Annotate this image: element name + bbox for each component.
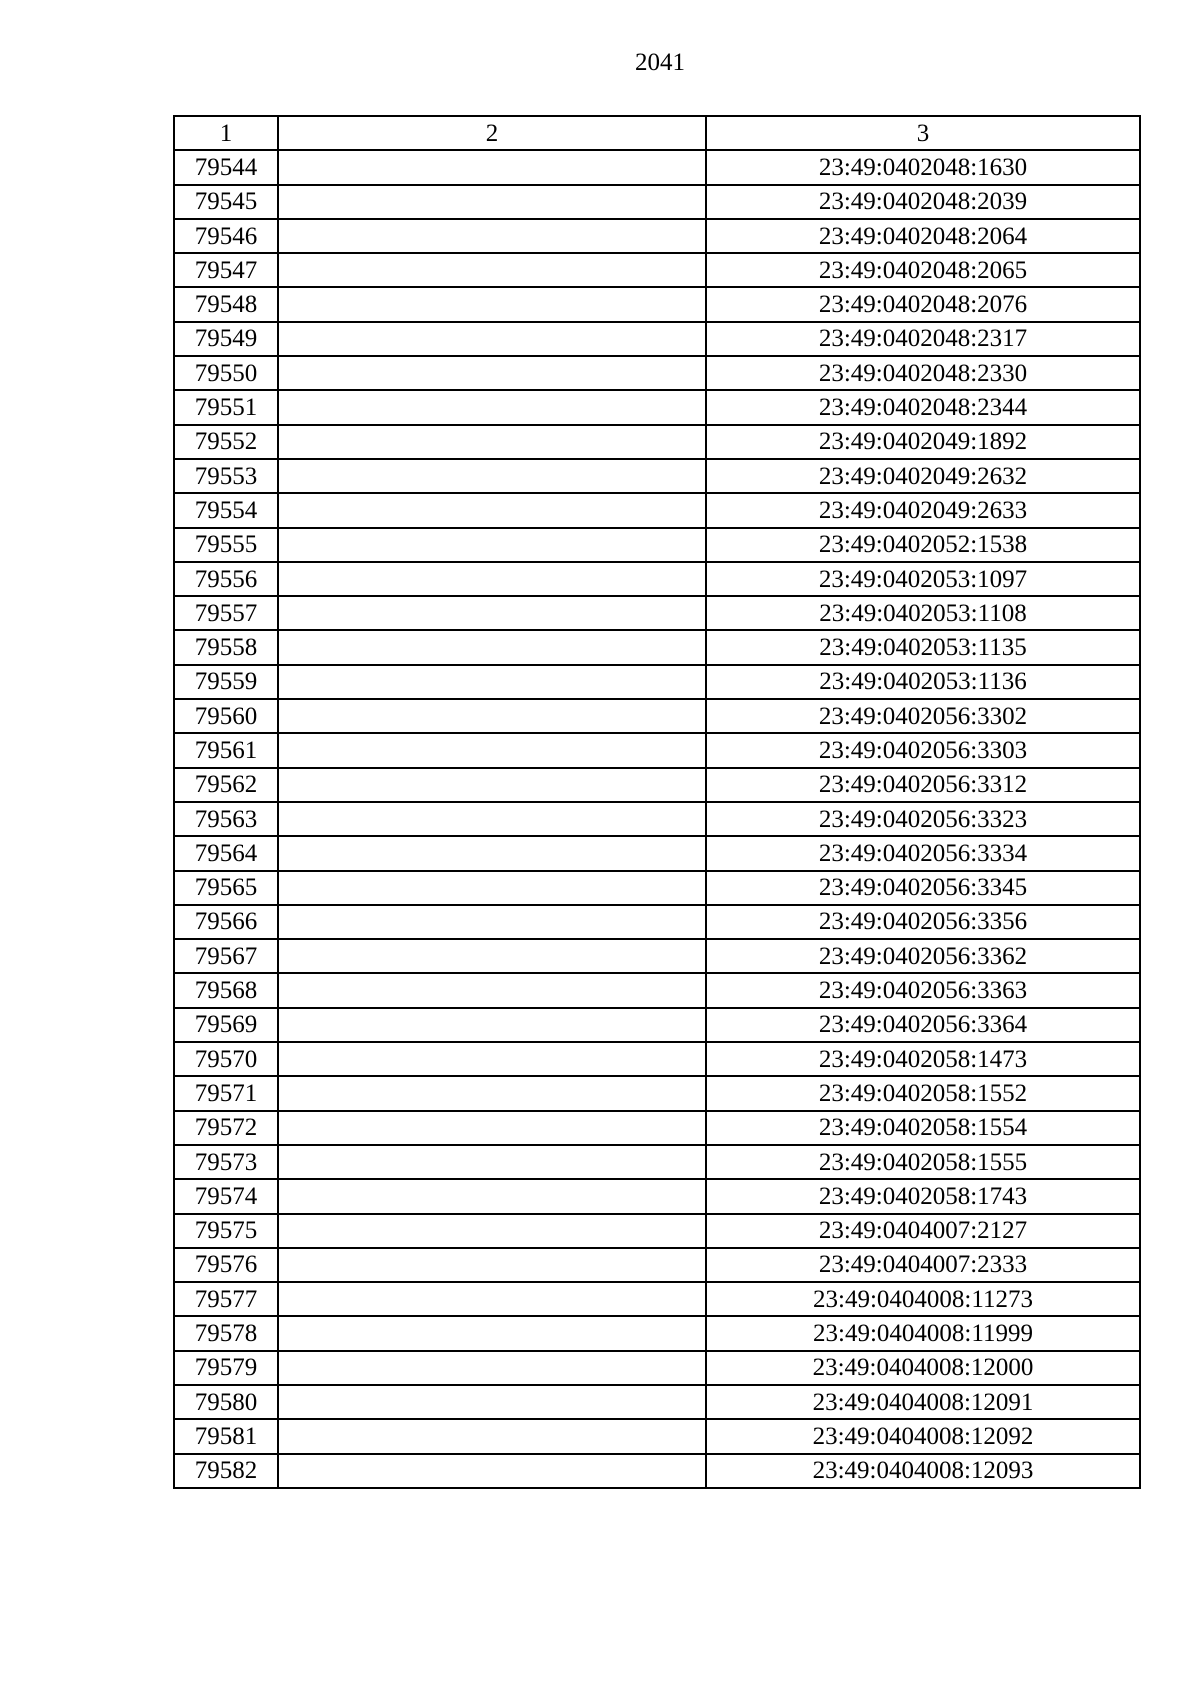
table-cell-column-3: 23:49:0402049:1892 bbox=[706, 425, 1140, 459]
table-cell-column-3: 23:49:0402056:3356 bbox=[706, 905, 1140, 939]
table-cell-column-2 bbox=[278, 253, 706, 287]
table-row bbox=[174, 150, 1140, 184]
table-cell-column-2 bbox=[278, 871, 706, 905]
table-cell-column-1: 79578 bbox=[174, 1316, 278, 1350]
table-cell-column-2 bbox=[278, 150, 706, 184]
table-row bbox=[174, 356, 1140, 390]
table-row bbox=[174, 390, 1140, 424]
table-cell-column-2 bbox=[278, 322, 706, 356]
table-cell-column-3: 23:49:0402056:3364 bbox=[706, 1008, 1140, 1042]
table-row bbox=[174, 905, 1140, 939]
table-row bbox=[174, 973, 1140, 1007]
table-cell-column-2 bbox=[278, 1214, 706, 1248]
table-cell-column-3: 23:49:0402056:3323 bbox=[706, 802, 1140, 836]
table-cell-column-3: 23:49:0402052:1538 bbox=[706, 528, 1140, 562]
table-cell-column-2 bbox=[278, 1076, 706, 1110]
table-cell-column-3: 23:49:0402049:2632 bbox=[706, 459, 1140, 493]
table-cell-column-2 bbox=[278, 1351, 706, 1385]
table-cell-column-3: 23:49:0404008:11999 bbox=[706, 1316, 1140, 1350]
table-cell-column-1: 79565 bbox=[174, 871, 278, 905]
table-cell-column-2 bbox=[278, 802, 706, 836]
header-cell-column-2: 2 bbox=[278, 116, 706, 150]
table-cell-column-2 bbox=[278, 1145, 706, 1179]
table-row bbox=[174, 219, 1140, 253]
header-row bbox=[174, 116, 1140, 150]
table-cell-column-2 bbox=[278, 1111, 706, 1145]
table-row bbox=[174, 528, 1140, 562]
table-row bbox=[174, 253, 1140, 287]
table-cell-column-2 bbox=[278, 528, 706, 562]
table-cell-column-3: 23:49:0402049:2633 bbox=[706, 493, 1140, 527]
table-row bbox=[174, 1316, 1140, 1350]
table-cell-column-3: 23:49:0402056:3362 bbox=[706, 939, 1140, 973]
table-cell-column-3: 23:49:0402053:1135 bbox=[706, 630, 1140, 664]
registry-table bbox=[173, 115, 1141, 1489]
table-cell-column-1: 79582 bbox=[174, 1454, 278, 1488]
table-cell-column-1: 79548 bbox=[174, 287, 278, 321]
table-cell-column-2 bbox=[278, 356, 706, 390]
table-cell-column-2 bbox=[278, 1179, 706, 1213]
table-cell-column-3: 23:49:0402056:3363 bbox=[706, 973, 1140, 1007]
table-cell-column-2 bbox=[278, 185, 706, 219]
table-row bbox=[174, 1248, 1140, 1282]
table-cell-column-3: 23:49:0402048:2344 bbox=[706, 390, 1140, 424]
table-cell-column-2 bbox=[278, 733, 706, 767]
table-cell-column-1: 79545 bbox=[174, 185, 278, 219]
table-cell-column-3: 23:49:0402056:3345 bbox=[706, 871, 1140, 905]
table-cell-column-2 bbox=[278, 1316, 706, 1350]
table-row bbox=[174, 1214, 1140, 1248]
table-row bbox=[174, 768, 1140, 802]
table-cell-column-3: 23:49:0404007:2333 bbox=[706, 1248, 1140, 1282]
table-cell-column-2 bbox=[278, 1248, 706, 1282]
table-cell-column-2 bbox=[278, 425, 706, 459]
table-row bbox=[174, 630, 1140, 664]
table-row bbox=[174, 1145, 1140, 1179]
table-cell-column-2 bbox=[278, 973, 706, 1007]
table-cell-column-1: 79573 bbox=[174, 1145, 278, 1179]
table-row bbox=[174, 425, 1140, 459]
table-cell-column-1: 79570 bbox=[174, 1042, 278, 1076]
table-cell-column-3: 23:49:0402048:2065 bbox=[706, 253, 1140, 287]
table-row bbox=[174, 596, 1140, 630]
table-cell-column-2 bbox=[278, 596, 706, 630]
table-cell-column-3: 23:49:0402053:1136 bbox=[706, 665, 1140, 699]
table-cell-column-3: 23:49:0402053:1097 bbox=[706, 562, 1140, 596]
table-cell-column-2 bbox=[278, 630, 706, 664]
table-row bbox=[174, 1179, 1140, 1213]
table-row bbox=[174, 1076, 1140, 1110]
table-cell-column-1: 79576 bbox=[174, 1248, 278, 1282]
table-cell-column-2 bbox=[278, 768, 706, 802]
table-cell-column-1: 79561 bbox=[174, 733, 278, 767]
table-cell-column-1: 79550 bbox=[174, 356, 278, 390]
table-cell-column-3: 23:49:0402048:2064 bbox=[706, 219, 1140, 253]
table-cell-column-2 bbox=[278, 1282, 706, 1316]
table-cell-column-1: 79575 bbox=[174, 1214, 278, 1248]
table-row bbox=[174, 1008, 1140, 1042]
table-cell-column-3: 23:49:0404008:12091 bbox=[706, 1385, 1140, 1419]
table-row bbox=[174, 802, 1140, 836]
table-row bbox=[174, 1454, 1140, 1488]
table-cell-column-2 bbox=[278, 1008, 706, 1042]
table-cell-column-2 bbox=[278, 219, 706, 253]
table-cell-column-3: 23:49:0402048:2330 bbox=[706, 356, 1140, 390]
table-cell-column-1: 79567 bbox=[174, 939, 278, 973]
table-row bbox=[174, 1282, 1140, 1316]
table-cell-column-2 bbox=[278, 459, 706, 493]
table-cell-column-1: 79562 bbox=[174, 768, 278, 802]
table-cell-column-3: 23:49:0404008:11273 bbox=[706, 1282, 1140, 1316]
table-cell-column-3: 23:49:0404008:12092 bbox=[706, 1419, 1140, 1453]
table-row bbox=[174, 493, 1140, 527]
table-cell-column-3: 23:49:0402056:3334 bbox=[706, 836, 1140, 870]
table-cell-column-1: 79579 bbox=[174, 1351, 278, 1385]
table-row bbox=[174, 1419, 1140, 1453]
table-row bbox=[174, 562, 1140, 596]
table-cell-column-1: 79549 bbox=[174, 322, 278, 356]
table-cell-column-2 bbox=[278, 1454, 706, 1488]
table-cell-column-3: 23:49:0404007:2127 bbox=[706, 1214, 1140, 1248]
table-cell-column-2 bbox=[278, 905, 706, 939]
table-row bbox=[174, 733, 1140, 767]
table-cell-column-1: 79544 bbox=[174, 150, 278, 184]
table-row bbox=[174, 1042, 1140, 1076]
table-cell-column-3: 23:49:0402058:1555 bbox=[706, 1145, 1140, 1179]
table-cell-column-3: 23:49:0402058:1743 bbox=[706, 1179, 1140, 1213]
table-cell-column-2 bbox=[278, 493, 706, 527]
table-body bbox=[174, 150, 1140, 1488]
table-cell-column-3: 23:49:0402058:1552 bbox=[706, 1076, 1140, 1110]
table-cell-column-1: 79552 bbox=[174, 425, 278, 459]
table-cell-column-2 bbox=[278, 699, 706, 733]
table-cell-column-2 bbox=[278, 836, 706, 870]
table-cell-column-1: 79572 bbox=[174, 1111, 278, 1145]
table-cell-column-1: 79568 bbox=[174, 973, 278, 1007]
table-row bbox=[174, 459, 1140, 493]
table-cell-column-2 bbox=[278, 1042, 706, 1076]
table-cell-column-1: 79551 bbox=[174, 390, 278, 424]
table-cell-column-3: 23:49:0402056:3312 bbox=[706, 768, 1140, 802]
table-cell-column-2 bbox=[278, 665, 706, 699]
table-cell-column-3: 23:49:0402056:3303 bbox=[706, 733, 1140, 767]
table-cell-column-1: 79580 bbox=[174, 1385, 278, 1419]
table-cell-column-2 bbox=[278, 287, 706, 321]
table-cell-column-1: 79553 bbox=[174, 459, 278, 493]
table-row bbox=[174, 939, 1140, 973]
table-row bbox=[174, 871, 1140, 905]
table-cell-column-1: 79574 bbox=[174, 1179, 278, 1213]
table-cell-column-3: 23:49:0402053:1108 bbox=[706, 596, 1140, 630]
table-row bbox=[174, 1385, 1140, 1419]
table-cell-column-1: 79581 bbox=[174, 1419, 278, 1453]
table-cell-column-1: 79556 bbox=[174, 562, 278, 596]
table-cell-column-1: 79563 bbox=[174, 802, 278, 836]
table-row bbox=[174, 699, 1140, 733]
table-cell-column-3: 23:49:0404008:12093 bbox=[706, 1454, 1140, 1488]
table-header bbox=[174, 116, 1140, 150]
table-cell-column-3: 23:49:0402048:2076 bbox=[706, 287, 1140, 321]
table-cell-column-1: 79559 bbox=[174, 665, 278, 699]
table-cell-column-3: 23:49:0402056:3302 bbox=[706, 699, 1140, 733]
table-cell-column-3: 23:49:0402048:2317 bbox=[706, 322, 1140, 356]
table-cell-column-2 bbox=[278, 939, 706, 973]
table-cell-column-2 bbox=[278, 1385, 706, 1419]
table-cell-column-1: 79569 bbox=[174, 1008, 278, 1042]
table-row bbox=[174, 287, 1140, 321]
table-cell-column-1: 79560 bbox=[174, 699, 278, 733]
table-cell-column-1: 79566 bbox=[174, 905, 278, 939]
header-cell-column-3: 3 bbox=[706, 116, 1140, 150]
table-cell-column-1: 79558 bbox=[174, 630, 278, 664]
table-cell-column-1: 79547 bbox=[174, 253, 278, 287]
table-cell-column-1: 79557 bbox=[174, 596, 278, 630]
table-cell-column-2 bbox=[278, 390, 706, 424]
table-cell-column-3: 23:49:0402048:2039 bbox=[706, 185, 1140, 219]
table-cell-column-1: 79555 bbox=[174, 528, 278, 562]
table-row bbox=[174, 185, 1140, 219]
table-cell-column-1: 79546 bbox=[174, 219, 278, 253]
table-row bbox=[174, 665, 1140, 699]
table-cell-column-1: 79554 bbox=[174, 493, 278, 527]
table-cell-column-1: 79564 bbox=[174, 836, 278, 870]
table-cell-column-3: 23:49:0402058:1473 bbox=[706, 1042, 1140, 1076]
table-cell-column-2 bbox=[278, 1419, 706, 1453]
page-number: 2041 bbox=[635, 49, 685, 76]
table-cell-column-1: 79571 bbox=[174, 1076, 278, 1110]
table-row bbox=[174, 836, 1140, 870]
table-row bbox=[174, 322, 1140, 356]
table-row bbox=[174, 1351, 1140, 1385]
table-cell-column-2 bbox=[278, 562, 706, 596]
table-cell-column-3: 23:49:0404008:12000 bbox=[706, 1351, 1140, 1385]
header-cell-column-1: 1 bbox=[174, 116, 278, 150]
table-cell-column-1: 79577 bbox=[174, 1282, 278, 1316]
table-row bbox=[174, 1111, 1140, 1145]
table-cell-column-3: 23:49:0402058:1554 bbox=[706, 1111, 1140, 1145]
table-cell-column-3: 23:49:0402048:1630 bbox=[706, 150, 1140, 184]
